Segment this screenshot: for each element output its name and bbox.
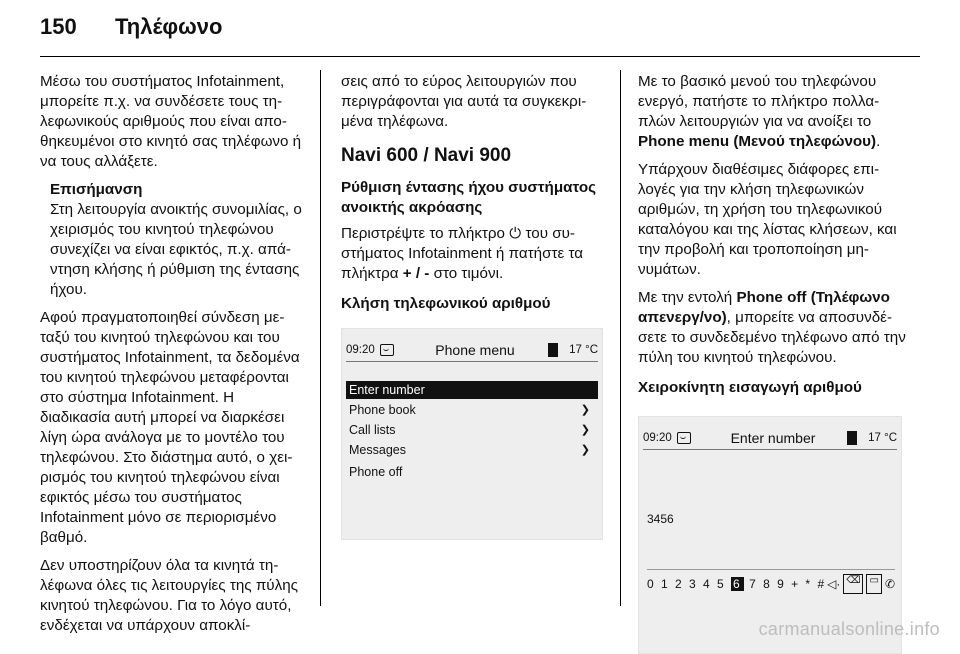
paragraph xyxy=(638,72,908,152)
text-run: . xyxy=(876,133,881,150)
column-divider xyxy=(620,70,621,606)
section-heading: Navi 600 / Navi 900 xyxy=(341,145,512,166)
digits-before: 0 1 2 3 4 5 xyxy=(647,577,732,591)
text-run: Με την εντολή xyxy=(638,289,737,306)
delete-icon[interactable]: ⌫ xyxy=(843,574,863,594)
phonebook-icon[interactable]: ▭ xyxy=(866,574,881,594)
header-rule xyxy=(40,56,920,57)
paragraph: Αφού πραγματοποιηθεί σύνδεση μεταξύ του κινητού τηλεφώνου και του συστήματος Infotainment, τα δεδομένα του κινητού τηλεφώνου μεταφέρονται στο σύστημα Infotainment. Η διαδικασία αυτή μπορεί να διαρκέσει λίγη ώρα ανάλογα με το μοντέλο του τηλεφώνου. Στο διάστημα αυτό, ο χειρισμός του κινητού τηλεφώνου είναι εφικτός μέσω του συστήματος Infotainment μόνο σε περιορισμένο βαθμό. xyxy=(40,309,300,546)
menu-item-label: Phone book xyxy=(349,403,416,417)
temperature: 17 °C xyxy=(868,432,897,444)
page-header xyxy=(40,14,222,50)
temperature: 17 °C xyxy=(569,344,598,356)
paragraph-volume xyxy=(341,224,603,284)
phone-icon xyxy=(380,344,394,356)
note-text: Στη λειτουργία ανοικτής συνομιλίας, ο χειρισμός του κινητού τηλεφώνου συνεχίζει να είναι εφικτός, π.χ. απάντηση κλήσης ή ρύθμιση της έντασης ήχου. xyxy=(50,201,302,298)
phone-icon xyxy=(677,432,691,444)
column-1 xyxy=(40,72,302,644)
power-knob-icon: ⏻ xyxy=(509,225,522,242)
back-icon[interactable]: ◁· xyxy=(827,577,841,591)
subheading-volume: Ρύθμιση έντασης ήχου συστήματος ανοικτής ακρόασης xyxy=(341,179,596,216)
clock: 09:20 xyxy=(643,432,672,444)
chevron-right-icon: ❯ xyxy=(580,404,590,416)
phone-menu-screen xyxy=(341,328,603,540)
paragraph xyxy=(638,288,908,368)
digits-after: 7 8 9 + * # xyxy=(743,577,827,591)
text-run: στο τιμόνι. xyxy=(429,265,504,282)
subheading-manual-entry: Χειροκίνητη εισαγωγή αριθμού xyxy=(638,379,862,396)
screen-title: Enter number xyxy=(730,430,816,446)
menu-item-label: Phone off xyxy=(349,465,403,479)
selected-digit[interactable]: 6 xyxy=(733,577,742,591)
column-divider xyxy=(320,70,321,606)
text-run: Με το βασικό μενού του τηλεφώνου ενεργό, πατήστε το πλήκτρο πολλαπλών λειτουργιών για να ανοίξει το xyxy=(638,73,880,130)
phone-off-ref: Phone off (Τηλέφωνο απενεργ/νο) xyxy=(638,289,890,326)
screen-title: Phone menu xyxy=(435,342,515,358)
page-title: Τηλέφωνο xyxy=(115,14,223,39)
signal-icon xyxy=(847,431,857,445)
menu-item-label: Messages xyxy=(349,443,406,457)
menu-item-enter-number[interactable] xyxy=(346,381,598,399)
paragraph: Υπάρχουν διαθέσιμες διάφορες επιλογές για την κλήση τηλεφωνικών αριθμών, τη χρήση του τηλεφωνικού καταλόγου και της λίστας κλήσεων, και την προβολή και τροποποίηση μηνυμάτων. xyxy=(638,161,897,278)
menu-item-call-lists[interactable] xyxy=(346,421,598,439)
clock: 09:20 xyxy=(346,344,375,356)
note-label: Επισήμανση xyxy=(50,181,143,198)
column-2 xyxy=(341,72,603,540)
chevron-right-icon: ❯ xyxy=(580,424,590,436)
signal-icon xyxy=(548,343,558,357)
page-number: 150 xyxy=(40,14,77,39)
digit-list[interactable] xyxy=(647,574,827,594)
menu-item-messages[interactable] xyxy=(346,441,598,459)
paragraph: Μέσω του συστήματος Infotainment, μπορείτε π.χ. να συνδέσετε τους τηλεφωνικούς αριθμούς που είναι αποθηκευμένοι στο κινητό σας τηλέφωνο ή να τους αλλάξετε. xyxy=(40,73,302,170)
text-run: , μπορείτε να αποσυνδέσετε το συνδεδεμένο τηλέφωνο από την πύλη του κινητού τηλεφώνου. xyxy=(638,309,906,366)
status-bar xyxy=(346,339,598,362)
paragraph: Δεν υποστηρίζουν όλα τα κινητά τηλέφωνα όλες τις λειτουργίες της πύλης κινητού τηλεφώνου. Για το λόγο αυτό, ενδέχεται να υπάρχουν αποκλί- xyxy=(40,557,298,634)
text-run: Περιστρέψτε το πλήκτρο xyxy=(341,225,510,242)
menu-item-phone-book[interactable] xyxy=(346,401,598,419)
subheading-dial: Κλήση τηλεφωνικού αριθμού xyxy=(341,295,551,312)
note-box xyxy=(40,180,302,300)
chevron-right-icon: ❯ xyxy=(580,444,590,456)
status-bar xyxy=(643,427,897,450)
call-icon[interactable]: ✆ xyxy=(884,577,895,591)
paragraph: σεις από το εύρος λειτουργιών που περιγράφονται για αυτά τα συγκεκριμένα τηλέφωνα. xyxy=(341,73,587,130)
steering-keys: + / - xyxy=(402,265,430,282)
menu-item-phone-off[interactable] xyxy=(346,463,598,481)
menu-item-label: Enter number xyxy=(349,383,425,397)
digit-speller xyxy=(647,569,895,594)
entered-number: 3456 xyxy=(647,512,674,526)
column-3 xyxy=(638,72,908,654)
menu-item-label: Call lists xyxy=(349,423,396,437)
phone-menu-ref: Phone menu (Μενού τηλεφώνου) xyxy=(638,133,877,150)
text-run: του συστήματος Infotainment ή πατήστε τα πλήκτρα xyxy=(341,225,584,282)
speller-controls xyxy=(827,574,895,594)
watermark: carmanualsonline.info xyxy=(758,619,940,639)
